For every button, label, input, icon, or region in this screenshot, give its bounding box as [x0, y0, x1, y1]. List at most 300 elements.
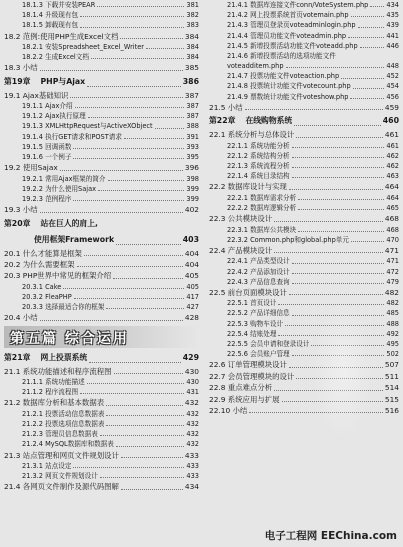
entry-title: 站在巨人的肩上, — [40, 218, 98, 228]
toc-entry — [4, 461, 199, 471]
toc-entry — [4, 439, 199, 449]
entry-title: 18.2 范例:使用PHP生成Excel文档 — [4, 31, 119, 41]
dot-leader — [298, 231, 384, 232]
entry-title: 22.4.1 产品类型设计 — [227, 257, 290, 266]
toc-entry — [209, 277, 399, 287]
dot-leader — [80, 27, 184, 28]
page-number: 441 — [386, 31, 399, 40]
entry-title: 21.4.1 数据库连接文件conn/VoteSystem.php — [227, 0, 369, 9]
entry-title: 22.1.2 系统结构分析 — [227, 151, 290, 160]
toc-entry — [4, 62, 199, 73]
page-number: 399 — [186, 194, 199, 203]
entry-title: 21.4.3 管理员登录页voteadminlogin.php — [227, 21, 356, 30]
chapter-number: 第19章 — [4, 76, 31, 86]
toc-entry — [4, 302, 199, 312]
page-number: 405 — [186, 282, 199, 291]
page-number: 464 — [386, 193, 399, 202]
entry-title: 21.3.2 网页文件规划设计 — [22, 472, 98, 481]
entry-title: 22.8 重点难点分析 — [209, 383, 273, 393]
page-number: 446 — [386, 41, 399, 50]
dot-leader — [351, 241, 384, 242]
entry-title: 20.3.1 Cake — [22, 282, 62, 291]
toc-entry — [4, 42, 199, 52]
entry-title: 22.5.3 购物车设计 — [227, 319, 284, 328]
toc-entry — [4, 10, 199, 20]
entry-title: 19.1.1 Ajax介绍 — [22, 102, 73, 111]
dot-leader — [40, 70, 183, 71]
dot-leader — [91, 58, 184, 59]
page-number: 492 — [386, 329, 399, 338]
page-number: 387 — [184, 90, 199, 100]
toc-entry — [4, 90, 199, 101]
page-number: 433 — [184, 450, 199, 460]
entry-title: 18.2.2 生成Excel文档 — [22, 53, 89, 62]
page-number: 511 — [384, 371, 399, 381]
toc-entry — [209, 256, 399, 266]
entry-title: 22.4.3 产品信息查询 — [227, 277, 290, 286]
page-number: 479 — [386, 277, 399, 286]
page-shade — [313, 300, 373, 440]
dot-leader — [294, 125, 380, 126]
page-number: 403 — [182, 234, 199, 244]
dot-leader — [360, 47, 385, 48]
dot-leader — [245, 109, 383, 110]
page-number: 454 — [386, 82, 399, 91]
page-number: 507 — [384, 360, 399, 370]
page-number: 398 — [186, 174, 199, 183]
page-number: 399 — [186, 184, 199, 193]
toc-entry — [4, 259, 199, 270]
page-number: 502 — [386, 350, 399, 359]
dot-leader — [106, 308, 184, 309]
page-number: 427 — [186, 303, 199, 312]
toc-entry — [209, 129, 399, 140]
entry-title: 21.4.4 管理员功能文件voteadmin.php — [227, 31, 347, 40]
page-number: 391 — [186, 132, 199, 141]
dot-leader — [75, 107, 185, 108]
entry-title: 20.4 小结 — [4, 313, 38, 323]
entry-title: 22.1.3 系统流程分析 — [227, 162, 290, 171]
entry-title: 21.4.8 投票统计功能文件votecount.php — [227, 82, 351, 91]
toc-entry — [4, 429, 199, 439]
dot-leader — [98, 190, 184, 191]
toc-entry — [209, 171, 399, 181]
entry-title: 21.1 系统功能描述和程序流程图 — [4, 366, 112, 376]
toc-entry — [209, 225, 399, 235]
entry-title: 18.1.4 升级现有包 — [22, 11, 79, 20]
entry-title: 21.4.5 新增投票活动功能文件voteadd.php — [227, 41, 358, 50]
page-number: 433 — [186, 472, 199, 481]
entry-title: voteadditem.php — [227, 62, 284, 71]
entry-title: 18.1.5 卸载现有包 — [22, 21, 79, 30]
entry-title: 19.2.2 为什么使用Sajax — [22, 184, 97, 193]
entry-title: 21.4 各网页文件制作及源代码图解 — [4, 482, 119, 492]
page-number: 432 — [184, 398, 199, 408]
page-number: 395 — [186, 153, 199, 162]
entry-title: 19.1.5 回调函数 — [22, 142, 72, 151]
toc-entry — [4, 132, 199, 142]
toc-entry — [4, 20, 199, 30]
page-number: 396 — [184, 163, 199, 173]
entry-title: 19.1.6 一个例子 — [22, 153, 72, 162]
page-number: 462 — [386, 162, 399, 171]
dot-leader — [73, 200, 184, 201]
dot-leader — [155, 128, 185, 129]
dot-leader — [73, 467, 184, 468]
dot-leader — [74, 298, 185, 299]
toc-entry — [209, 287, 399, 298]
dot-leader — [116, 244, 181, 245]
page-number: 432 — [186, 430, 199, 439]
entry-title: 22.2.2 数据库逻辑分析 — [227, 203, 297, 212]
toc-chapter-entry — [4, 350, 199, 366]
dot-leader — [70, 97, 183, 98]
page-number: 393 — [186, 142, 199, 151]
entry-title: 22.3.2 Common.php和global.php单元 — [227, 235, 349, 244]
toc-entry — [209, 31, 399, 41]
page-number: 384 — [186, 53, 199, 62]
dot-leader — [114, 373, 183, 374]
dot-leader — [348, 37, 384, 38]
page-number: 465 — [386, 203, 399, 212]
toc-entry — [209, 41, 399, 51]
toc-entry — [209, 151, 399, 161]
toc-entry — [209, 245, 399, 256]
toc-entry — [209, 61, 399, 71]
dot-leader — [353, 88, 385, 89]
dot-leader — [292, 177, 385, 178]
page-number: 388 — [186, 122, 199, 131]
entry-title: 19.1.2 Ajax执行原理 — [22, 112, 86, 121]
entry-title: 22.1 系统分析与总体设计 — [209, 130, 295, 140]
dot-leader — [292, 273, 385, 274]
entry-title: PHP与Ajax — [40, 76, 86, 86]
page-number: 471 — [386, 257, 399, 266]
page-number: 488 — [386, 319, 399, 328]
entry-title: 21.3 站点管理和网页文件规划设计 — [4, 450, 119, 460]
page-number: 434 — [386, 0, 399, 9]
dot-leader — [106, 405, 183, 406]
toc-entry — [4, 162, 199, 173]
dot-leader — [100, 477, 185, 478]
toc-entry — [4, 471, 199, 481]
toc-entry — [209, 193, 399, 203]
toc-entry — [4, 194, 199, 204]
toc-entry — [4, 204, 199, 215]
page-number: 381 — [186, 0, 199, 9]
dot-leader — [106, 425, 184, 426]
dot-leader — [292, 283, 385, 284]
dot-leader — [84, 255, 183, 256]
toc-entry — [4, 248, 199, 259]
watermark-text: 电子工程网 EEChina.com — [264, 530, 397, 542]
entry-title: 21.4.2 网上投票系统首页votemain.php — [227, 11, 349, 20]
toc-entry — [209, 141, 399, 151]
dot-leader — [113, 278, 183, 279]
page-number: 448 — [386, 62, 399, 71]
entry-title: 20.3 PHP世界中常见的框架介绍 — [4, 271, 112, 281]
dot-leader — [370, 6, 384, 7]
toc-entry — [4, 270, 199, 281]
dot-leader — [292, 157, 385, 158]
entry-title: 22.3 公共模块设计 — [209, 214, 273, 224]
toc-left-column — [4, 0, 199, 493]
entry-title: 18.2.1 安装Spreadsheet_Excel_Writer — [22, 42, 144, 51]
toc-entry — [4, 282, 199, 292]
toc-entry — [209, 235, 399, 245]
entry-title: 22.10 小结 — [209, 405, 248, 415]
toc-entry — [4, 52, 199, 62]
page-number: 404 — [184, 248, 199, 258]
toc-entry — [4, 450, 199, 461]
entry-title: 21.2 数据库分析和基本数据表 — [4, 398, 105, 408]
entry-title: 19.2.1 常用Ajax框架的简介 — [22, 174, 106, 183]
toc-entry — [209, 161, 399, 171]
entry-title: 21.2.4 MySQL数据库和数据表 — [22, 440, 114, 449]
chapter-number: 第20章 — [4, 218, 31, 228]
dot-leader — [40, 320, 183, 321]
entry-title: 20.2 为什么需要框架 — [4, 259, 75, 269]
page-number: 435 — [386, 11, 399, 20]
page-number: 405 — [184, 271, 199, 281]
dot-leader — [80, 393, 184, 394]
toc-entry — [209, 213, 399, 224]
dot-leader — [358, 27, 385, 28]
toc-entry — [4, 111, 199, 121]
page-number: 463 — [386, 172, 399, 181]
page-number: 439 — [386, 21, 399, 30]
entry-title: 19.1.4 执行GET请求和POST请求 — [22, 132, 122, 141]
page-number: 432 — [186, 440, 199, 449]
chapter-number: 第22章 — [209, 116, 236, 126]
dot-leader — [298, 209, 384, 210]
toc-entry — [209, 10, 399, 20]
toc-entry — [4, 312, 199, 323]
page-number: 462 — [386, 151, 399, 160]
page-number: 471 — [384, 245, 399, 255]
dot-leader — [120, 38, 182, 39]
toc-entry — [4, 366, 199, 377]
entry-title: 22.1.1 系统功能分析 — [227, 141, 290, 150]
toc-entry — [209, 203, 399, 213]
entry-title: 20.3.2 FleaPHP — [22, 292, 72, 301]
entry-title: 22.2 数据库设计与实现 — [209, 182, 287, 192]
page-number: 432 — [186, 420, 199, 429]
toc-entry — [209, 0, 399, 10]
toc-entry — [209, 71, 399, 81]
page-number: 385 — [184, 63, 199, 73]
dot-leader — [274, 252, 383, 253]
dot-leader — [274, 221, 383, 222]
entry-title: 22.3.1 数据库公共模块 — [227, 225, 297, 234]
page-number: 387 — [186, 102, 199, 111]
toc-chapter-entry — [4, 216, 199, 232]
entry-title: 21.4.6 新增投票活动的选项功能文件 — [227, 51, 336, 60]
entry-title: 22.5.5 会员申请和登录设计 — [227, 340, 310, 349]
entry-title: 21.3.1 站点设定 — [22, 461, 72, 470]
toc-entry — [4, 174, 199, 184]
dot-leader — [73, 148, 184, 149]
dot-leader — [40, 212, 183, 213]
toc-entry — [4, 419, 199, 429]
dot-leader — [89, 362, 180, 363]
entry-title: 21.1.1 系统功能描述 — [22, 378, 85, 387]
entry-title: 网上投票系统 — [40, 352, 88, 362]
page-number: 417 — [186, 292, 199, 301]
entry-title: 21.2.2 投票选项信息数据表 — [22, 420, 105, 429]
toc-entry — [4, 184, 199, 194]
page-number: 472 — [386, 267, 399, 276]
toc-entry — [209, 51, 399, 61]
toc-entry — [4, 121, 199, 131]
entry-title: 22.9 系统应用与扩展 — [209, 394, 280, 404]
part-title: 第五篇 综合运用 — [10, 330, 129, 347]
page-number: 468 — [384, 214, 399, 224]
entry-title: 22.5.4 结账处理 — [227, 329, 277, 338]
toc-entry — [4, 31, 199, 42]
dot-leader — [77, 266, 183, 267]
page-number: 460 — [382, 116, 399, 126]
toc-entry — [4, 152, 199, 162]
dot-leader — [97, 6, 184, 7]
dot-leader — [80, 16, 184, 17]
entry-title: 19.3 小结 — [4, 205, 38, 215]
dot-leader — [298, 199, 384, 200]
entry-title: 22.4 产品模块设计 — [209, 245, 273, 255]
page-number: 384 — [186, 42, 199, 51]
toc-entry — [4, 142, 199, 152]
dot-leader — [87, 86, 181, 87]
dot-leader — [146, 48, 184, 49]
page-number: 404 — [184, 259, 199, 269]
dot-leader — [106, 415, 184, 416]
dot-leader — [289, 294, 383, 295]
dot-leader — [73, 158, 184, 159]
page-number: 431 — [186, 388, 199, 397]
page-number: 384 — [184, 31, 199, 41]
entry-title: 19.2 使用Sajax — [4, 163, 58, 173]
page-number: 456 — [386, 92, 399, 101]
toc-entry — [4, 387, 199, 397]
entry-title: 22.7 会员管理模块的设计 — [209, 371, 295, 381]
entry-title: 22.5 前台页面模块设计 — [209, 287, 287, 297]
toc-entry — [209, 92, 399, 102]
entry-title: 18.1.3 下载并安装PEAR — [22, 0, 96, 9]
page-number: 387 — [186, 112, 199, 121]
page-number: 482 — [384, 287, 399, 297]
entry-title: 21.1.2 程序流程图 — [22, 388, 79, 397]
entry-title: 21.5 小结 — [209, 102, 243, 112]
dot-leader — [88, 117, 185, 118]
dot-leader — [121, 489, 183, 490]
page-number: 432 — [186, 409, 199, 418]
entry-title: 21.4.7 投票功能文件voteaction.php — [227, 72, 340, 81]
page-number: 402 — [184, 205, 199, 215]
toc-entry — [209, 181, 399, 192]
dot-leader — [292, 147, 385, 148]
page-number: 514 — [384, 383, 399, 393]
dot-leader — [108, 180, 185, 181]
page-number: 461 — [386, 141, 399, 150]
dot-leader — [60, 170, 183, 171]
toc-entry — [4, 481, 199, 492]
page-number: 515 — [384, 394, 399, 404]
dot-leader — [100, 435, 185, 436]
page-number: 470 — [386, 235, 399, 244]
page-number: 464 — [384, 182, 399, 192]
entry-title: 20.3.3 选择最适合你的框架 — [22, 303, 105, 312]
entry-title: 在线购物系统 — [245, 116, 293, 126]
entry-title: 22.1.4 系统目录结构 — [227, 172, 290, 181]
toc-entry — [4, 0, 199, 10]
dot-leader — [289, 189, 383, 190]
entry-title: 21.2.3 管理员信息数据表 — [22, 430, 98, 439]
entry-title: 21.2.1 投票活动信息数据表 — [22, 409, 105, 418]
toc-chapter-entry — [4, 74, 199, 90]
entry-title: 22.5.1 首页设计 — [227, 299, 277, 308]
page-number: 459 — [384, 102, 399, 112]
entry-title: 20.1 什么才能算是框架 — [4, 248, 82, 258]
toc-entry — [4, 397, 199, 408]
toc-entry — [4, 292, 199, 302]
page-number: 452 — [386, 72, 399, 81]
dot-leader — [292, 167, 385, 168]
dot-leader — [351, 16, 385, 17]
page-number: 433 — [186, 461, 199, 470]
page-number: 429 — [182, 352, 199, 362]
dot-leader — [116, 446, 185, 447]
toc-entry — [209, 20, 399, 30]
dot-leader — [350, 98, 384, 99]
entry-title: 使用框架Framework — [34, 234, 115, 244]
toc-entry — [209, 82, 399, 92]
page-number: 461 — [384, 130, 399, 140]
page-number: 468 — [386, 225, 399, 234]
dot-leader — [341, 78, 384, 79]
entry-title: 19.1.3 XMLHttpRequest与ActiveXObject — [22, 122, 153, 131]
toc-entry — [4, 377, 199, 387]
dot-leader — [63, 288, 184, 289]
toc-chapter-entry — [209, 113, 399, 129]
page-number: 382 — [186, 11, 199, 20]
dot-leader — [292, 263, 385, 264]
page-number: 430 — [184, 366, 199, 376]
entry-title: 22.2.1 数据库需求分析 — [227, 193, 297, 202]
page-number: 428 — [184, 313, 199, 323]
toc-entry — [4, 101, 199, 111]
page-number: 386 — [182, 76, 199, 86]
toc-entry — [4, 409, 199, 419]
dot-leader — [124, 138, 184, 139]
entry-title: 22.5.2 产品详细信息 — [227, 309, 290, 318]
page-number: 430 — [186, 378, 199, 387]
page-number: 434 — [184, 482, 199, 492]
entry-title: 22.4.2 产品添加设计 — [227, 267, 290, 276]
dot-leader — [296, 137, 383, 138]
entry-title: 21.4.9 票数统计功能文件voteshow.php — [227, 92, 349, 101]
page-number: 495 — [386, 340, 399, 349]
toc-entry — [209, 102, 399, 113]
page-number: 482 — [386, 299, 399, 308]
dot-leader — [286, 67, 385, 68]
page-number: 485 — [386, 309, 399, 318]
entry-title: 22.6 订单管理模块设计 — [209, 360, 287, 370]
part-banner — [4, 326, 199, 348]
entry-title: 18.3 小结 — [4, 63, 38, 73]
dot-leader — [87, 383, 185, 384]
dot-leader — [121, 457, 183, 458]
toc-entry — [209, 267, 399, 277]
